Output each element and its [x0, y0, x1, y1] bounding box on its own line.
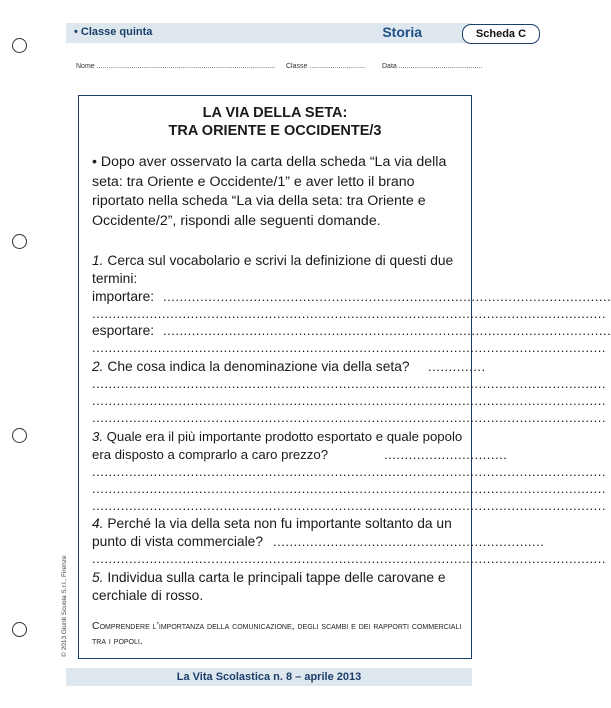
answer-line[interactable]: ............................................................................................................................. — [92, 464, 606, 479]
class-field[interactable]: Classe ............................. — [286, 63, 366, 70]
answer-line[interactable]: .............. — [428, 359, 486, 374]
question-text: Che cosa indica la denominazione via della seta? — [107, 359, 410, 374]
question-number: 2. — [92, 359, 104, 374]
sheet-badge: Scheda C — [462, 24, 540, 44]
name-field[interactable]: Nome ............................................................................................ — [76, 63, 276, 70]
question-text: Individua sulla carta le principali tappe delle carovane e cerchiale di rosso. — [92, 570, 446, 603]
question-2 — [92, 358, 486, 376]
title-line-2: TRA ORIENTE E OCCIDENTE/3 — [168, 123, 382, 139]
subject-label: Storia — [382, 24, 422, 40]
answer-line[interactable]: .................................................................. — [273, 534, 545, 549]
answer-line[interactable]: .............................. — [384, 447, 508, 462]
answer-line[interactable]: ............................................................................................................................. — [92, 376, 606, 391]
date-field[interactable]: Data ........................................... — [382, 63, 483, 70]
title-line-1: LA VIA DELLA SETA: — [202, 105, 348, 121]
question-1 — [92, 252, 470, 288]
answer-line[interactable]: ............................................................................................................................. — [92, 410, 606, 425]
question-5 — [92, 569, 470, 605]
learning-objective: Comprendere l’importanza della comunicazione, degli scambi e dei rapporti commerciali tra i popoli. — [92, 620, 462, 647]
answer-line[interactable]: ............................................................................................................................. — [92, 306, 606, 321]
class-label: • Classe quinta — [74, 26, 153, 38]
answer-line[interactable]: ............................................................................................................. — [163, 323, 611, 338]
question-text: Perché la via della seta non fu importante soltanto da un punto di vista commerciale? — [92, 516, 452, 549]
worksheet-title — [78, 104, 472, 140]
answer-line[interactable]: ............................................................................................................................. — [92, 393, 606, 408]
footer-text: La Vita Scolastica n. 8 – aprile 2013 — [176, 671, 362, 683]
answer-line[interactable]: ............................................................................................................................. — [92, 498, 606, 513]
export-label: esportare: — [92, 323, 155, 338]
answer-line[interactable]: ............................................................................................................................. — [92, 481, 606, 496]
import-label: importare: — [92, 289, 155, 304]
question-number: 5. — [92, 570, 104, 585]
question-text: Cerca sul vocabolario e scrivi la definizione di questi due termini: — [92, 253, 454, 286]
binder-hole-3 — [12, 428, 27, 443]
answer-line[interactable]: ............................................................................................................................. — [92, 340, 606, 355]
question-number: 4. — [92, 516, 104, 531]
footer-bar — [66, 668, 472, 686]
answer-line[interactable]: ............................................................................................................. — [163, 289, 611, 304]
question-number: 3. — [92, 429, 103, 444]
answer-line[interactable]: ............................................................................................................................. — [92, 551, 606, 566]
question-text: Quale era il più importante prodotto esportato e quale popolo era disposto a comprarlo a caro prezzo? — [92, 429, 463, 462]
binder-hole-4 — [12, 622, 27, 637]
copyright-credit: © 2013 Giunti Scuola S.r.l., Firenze — [61, 555, 68, 657]
binder-hole-2 — [12, 234, 27, 249]
binder-hole-1 — [12, 38, 27, 53]
question-number: 1. — [92, 253, 104, 268]
header-bar — [66, 23, 527, 43]
instructions: • Dopo aver osservato la carta della scheda “La via della seta: tra Oriente e Occidente/1” e aver letto il brano riportato nella scheda “La via della seta: tra Oriente e Occidente/2”, rispondi alle seguenti domande. — [92, 154, 447, 229]
